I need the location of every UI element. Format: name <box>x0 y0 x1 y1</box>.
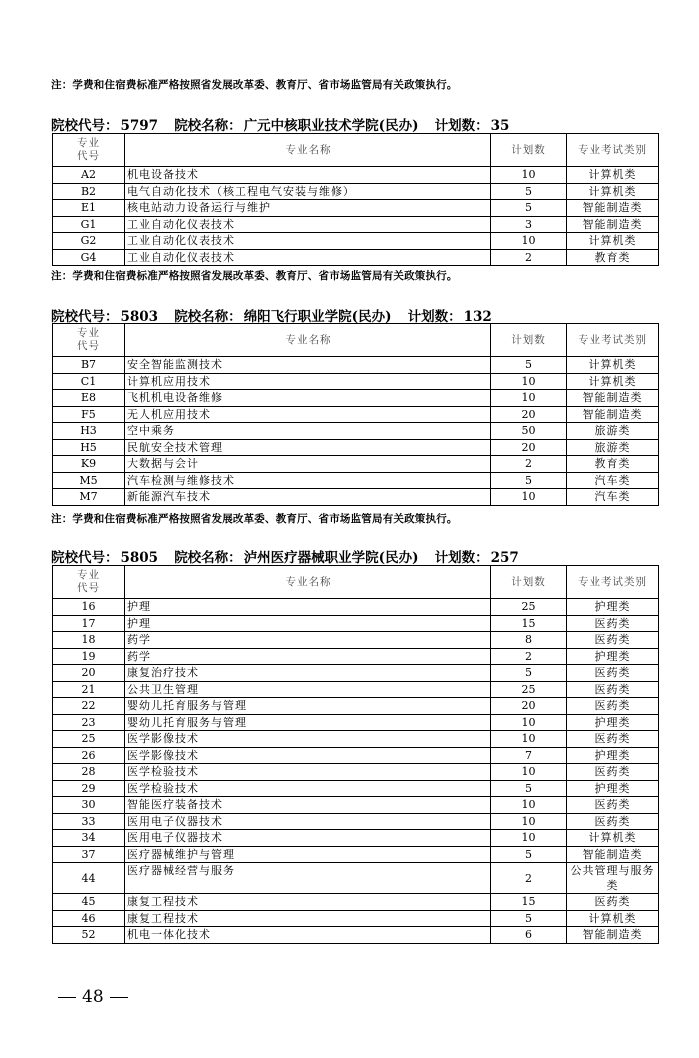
exam-category: 计算机类 <box>567 167 659 184</box>
policy-note: 注：学费和住宿费标准严格按照省发展改革委、教育厅、省市场监管局有关政策执行。 <box>51 79 458 91</box>
table-row <box>53 731 659 748</box>
plan-count-cell: 10 <box>491 390 567 407</box>
major-code: 28 <box>53 764 125 781</box>
school-name-label: 院校名称： <box>174 118 242 134</box>
major-name: 护理 <box>125 599 491 616</box>
plan-count-cell: 20 <box>491 439 567 456</box>
col-header-code: 专业 代号 <box>53 566 125 599</box>
major-name: 智能医疗装备技术 <box>125 797 491 814</box>
plan-count-cell: 10 <box>491 373 567 390</box>
col-header-name: 专业名称 <box>125 324 491 357</box>
plan-table <box>52 133 659 266</box>
table-row <box>53 797 659 814</box>
exam-category: 公共管理与服务类 <box>567 863 659 894</box>
exam-category: 计算机类 <box>567 233 659 250</box>
exam-category: 计算机类 <box>567 183 659 200</box>
major-code: 20 <box>53 665 125 682</box>
major-name: 安全智能监测技术 <box>125 357 491 374</box>
plan-count-cell: 8 <box>491 632 567 649</box>
table-row <box>53 698 659 715</box>
col-header-category: 专业考试类别 <box>567 134 659 167</box>
major-name: 医用电子仪器技术 <box>125 830 491 847</box>
major-code: E1 <box>53 200 125 217</box>
plan-table <box>52 323 659 506</box>
major-name: 医学影像技术 <box>125 747 491 764</box>
school-code-label: 院校代号： <box>51 118 119 134</box>
table-row <box>53 863 659 894</box>
major-code: 26 <box>53 747 125 764</box>
school-header <box>51 546 521 566</box>
table-row <box>53 632 659 649</box>
exam-category: 护理类 <box>567 747 659 764</box>
plan-count: 257 <box>490 550 519 566</box>
exam-category: 医药类 <box>567 764 659 781</box>
major-name: 医学检验技术 <box>125 764 491 781</box>
school-header <box>51 114 511 134</box>
table-row <box>53 910 659 927</box>
major-name: 无人机应用技术 <box>125 406 491 423</box>
plan-count-cell: 10 <box>491 731 567 748</box>
plan-count-cell: 10 <box>491 233 567 250</box>
table-row <box>53 216 659 233</box>
exam-category: 医药类 <box>567 731 659 748</box>
table-row <box>53 894 659 911</box>
major-name: 工业自动化仪表技术 <box>125 216 491 233</box>
table-row <box>53 439 659 456</box>
table-row <box>53 780 659 797</box>
plan-count-label: 计划数： <box>407 309 462 325</box>
exam-category: 计算机类 <box>567 910 659 927</box>
plan-count-cell: 6 <box>491 927 567 944</box>
exam-category: 旅游类 <box>567 423 659 440</box>
major-code: K9 <box>53 456 125 473</box>
school-code: 5803 <box>120 309 159 325</box>
major-code: 16 <box>53 599 125 616</box>
table-row <box>53 200 659 217</box>
table-row <box>53 714 659 731</box>
policy-note: 注：学费和住宿费标准严格按照省发展改革委、教育厅、省市场监管局有关政策执行。 <box>51 513 458 525</box>
major-name: 新能源汽车技术 <box>125 489 491 506</box>
exam-category: 医药类 <box>567 698 659 715</box>
table-row <box>53 648 659 665</box>
page-number <box>52 987 134 1007</box>
plan-count-cell: 5 <box>491 665 567 682</box>
exam-category: 智能制造类 <box>567 390 659 407</box>
major-name: 工业自动化仪表技术 <box>125 249 491 266</box>
major-name: 机电一体化技术 <box>125 927 491 944</box>
exam-category: 医药类 <box>567 894 659 911</box>
exam-category: 智能制造类 <box>567 846 659 863</box>
plan-count-cell: 5 <box>491 910 567 927</box>
exam-category: 医药类 <box>567 615 659 632</box>
col-header-name: 专业名称 <box>125 134 491 167</box>
exam-category: 智能制造类 <box>567 216 659 233</box>
major-code: 37 <box>53 846 125 863</box>
school-name-label: 院校名称： <box>174 309 242 325</box>
exam-category: 智能制造类 <box>567 200 659 217</box>
major-name: 药学 <box>125 648 491 665</box>
plan-count-cell: 10 <box>491 797 567 814</box>
major-code: 21 <box>53 681 125 698</box>
table-row <box>53 615 659 632</box>
col-header-count: 计划数 <box>491 566 567 599</box>
table-row <box>53 489 659 506</box>
plan-count-cell: 20 <box>491 698 567 715</box>
major-code: 44 <box>53 863 125 894</box>
plan-count-cell: 5 <box>491 357 567 374</box>
school-code-label: 院校代号： <box>51 550 119 566</box>
col-header-category: 专业考试类别 <box>567 324 659 357</box>
table-row <box>53 183 659 200</box>
plan-count-cell: 2 <box>491 863 567 894</box>
major-name: 婴幼儿托育服务与管理 <box>125 714 491 731</box>
major-code: 18 <box>53 632 125 649</box>
plan-count-cell: 15 <box>491 894 567 911</box>
plan-count-cell: 15 <box>491 615 567 632</box>
school-name: 绵阳飞行职业学院(民办) <box>243 309 392 325</box>
plan-count-cell: 10 <box>491 489 567 506</box>
major-code: B2 <box>53 183 125 200</box>
exam-category: 旅游类 <box>567 439 659 456</box>
exam-category: 计算机类 <box>567 373 659 390</box>
plan-count-cell: 5 <box>491 846 567 863</box>
table-row <box>53 406 659 423</box>
exam-category: 计算机类 <box>567 357 659 374</box>
plan-count-label: 计划数： <box>434 550 489 566</box>
plan-count-cell: 5 <box>491 183 567 200</box>
plan-count-cell: 3 <box>491 216 567 233</box>
major-name: 工业自动化仪表技术 <box>125 233 491 250</box>
plan-count-cell: 20 <box>491 406 567 423</box>
col-header-count: 计划数 <box>491 134 567 167</box>
table-row <box>53 830 659 847</box>
school-name: 泸州医疗器械职业学院(民办) <box>243 550 419 566</box>
table-row <box>53 927 659 944</box>
school-name-label: 院校名称： <box>174 550 242 566</box>
major-code: C1 <box>53 373 125 390</box>
table-row <box>53 764 659 781</box>
col-header-code: 专业 代号 <box>53 324 125 357</box>
major-code: M7 <box>53 489 125 506</box>
major-code: H5 <box>53 439 125 456</box>
plan-count-cell: 10 <box>491 714 567 731</box>
exam-category: 医药类 <box>567 681 659 698</box>
exam-category: 计算机类 <box>567 830 659 847</box>
table-row <box>53 233 659 250</box>
table-row <box>53 681 659 698</box>
table-row <box>53 357 659 374</box>
dash-left <box>58 997 76 998</box>
major-name: 护理 <box>125 615 491 632</box>
plan-count-cell: 2 <box>491 456 567 473</box>
plan-count-label: 计划数： <box>434 118 489 134</box>
plan-count-cell: 2 <box>491 249 567 266</box>
exam-category: 汽车类 <box>567 489 659 506</box>
plan-count-cell: 5 <box>491 780 567 797</box>
major-code: 23 <box>53 714 125 731</box>
plan-count-cell: 25 <box>491 681 567 698</box>
plan-count-cell: 10 <box>491 813 567 830</box>
major-code: M5 <box>53 472 125 489</box>
major-code: E8 <box>53 390 125 407</box>
major-code: B7 <box>53 357 125 374</box>
page-number-text: 48 <box>82 987 104 1007</box>
plan-count-cell: 10 <box>491 764 567 781</box>
major-name: 电气自动化技术（核工程电气安装与维修） <box>125 183 491 200</box>
exam-category: 汽车类 <box>567 472 659 489</box>
table-row <box>53 390 659 407</box>
major-name: 公共卫生管理 <box>125 681 491 698</box>
plan-count-cell: 25 <box>491 599 567 616</box>
exam-category: 智能制造类 <box>567 406 659 423</box>
major-name: 医学检验技术 <box>125 780 491 797</box>
school-code-label: 院校代号： <box>51 309 119 325</box>
major-name: 飞机机电设备维修 <box>125 390 491 407</box>
plan-table <box>52 565 659 944</box>
major-code: 29 <box>53 780 125 797</box>
table-row <box>53 472 659 489</box>
exam-category: 护理类 <box>567 780 659 797</box>
major-name: 民航安全技术管理 <box>125 439 491 456</box>
major-code: 45 <box>53 894 125 911</box>
plan-count: 35 <box>490 118 510 134</box>
col-header-name: 专业名称 <box>125 566 491 599</box>
table-row <box>53 373 659 390</box>
major-name: 医学影像技术 <box>125 731 491 748</box>
major-name: 医疗器械维护与管理 <box>125 846 491 863</box>
major-code: 52 <box>53 927 125 944</box>
plan-count-cell: 50 <box>491 423 567 440</box>
major-code: 17 <box>53 615 125 632</box>
major-code: 25 <box>53 731 125 748</box>
table-row <box>53 665 659 682</box>
major-code: 19 <box>53 648 125 665</box>
policy-note: 注：学费和住宿费标准严格按照省发展改革委、教育厅、省市场监管局有关政策执行。 <box>51 270 458 282</box>
plan-count-cell: 5 <box>491 472 567 489</box>
plan-count-cell: 5 <box>491 200 567 217</box>
exam-category: 护理类 <box>567 599 659 616</box>
exam-category: 医药类 <box>567 813 659 830</box>
plan-count-cell: 2 <box>491 648 567 665</box>
exam-category: 智能制造类 <box>567 927 659 944</box>
major-name: 婴幼儿托育服务与管理 <box>125 698 491 715</box>
col-header-category: 专业考试类别 <box>567 566 659 599</box>
major-name: 机电设备技术 <box>125 167 491 184</box>
major-name: 空中乘务 <box>125 423 491 440</box>
plan-count-cell: 7 <box>491 747 567 764</box>
exam-category: 医药类 <box>567 632 659 649</box>
col-header-count: 计划数 <box>491 324 567 357</box>
school-header <box>51 305 494 325</box>
major-name: 医疗器械经营与服务 <box>125 863 491 894</box>
major-code: G1 <box>53 216 125 233</box>
table-row <box>53 249 659 266</box>
table-row <box>53 423 659 440</box>
major-name: 核电站动力设备运行与维护 <box>125 200 491 217</box>
major-name: 康复工程技术 <box>125 910 491 927</box>
major-code: 22 <box>53 698 125 715</box>
table-row <box>53 599 659 616</box>
major-name: 计算机应用技术 <box>125 373 491 390</box>
major-code: 34 <box>53 830 125 847</box>
major-name: 康复治疗技术 <box>125 665 491 682</box>
major-name: 药学 <box>125 632 491 649</box>
major-name: 医用电子仪器技术 <box>125 813 491 830</box>
plan-count-cell: 10 <box>491 167 567 184</box>
col-header-code: 专业 代号 <box>53 134 125 167</box>
major-code: 33 <box>53 813 125 830</box>
major-name: 汽车检测与维修技术 <box>125 472 491 489</box>
exam-category: 医药类 <box>567 665 659 682</box>
table-row <box>53 747 659 764</box>
major-name: 大数据与会计 <box>125 456 491 473</box>
exam-category: 护理类 <box>567 714 659 731</box>
table-row <box>53 167 659 184</box>
major-code: 46 <box>53 910 125 927</box>
major-code: 30 <box>53 797 125 814</box>
major-code: G4 <box>53 249 125 266</box>
major-code: G2 <box>53 233 125 250</box>
exam-category: 教育类 <box>567 456 659 473</box>
dash-right <box>110 997 128 998</box>
table-row <box>53 813 659 830</box>
major-code: H3 <box>53 423 125 440</box>
exam-category: 教育类 <box>567 249 659 266</box>
school-code: 5805 <box>120 550 159 566</box>
table-row <box>53 846 659 863</box>
table-row <box>53 456 659 473</box>
major-code: A2 <box>53 167 125 184</box>
exam-category: 护理类 <box>567 648 659 665</box>
major-code: F5 <box>53 406 125 423</box>
exam-category: 医药类 <box>567 797 659 814</box>
school-code: 5797 <box>120 118 159 134</box>
plan-count: 132 <box>463 309 492 325</box>
major-name: 康复工程技术 <box>125 894 491 911</box>
school-name: 广元中核职业技术学院(民办) <box>243 118 419 134</box>
plan-count-cell: 10 <box>491 830 567 847</box>
